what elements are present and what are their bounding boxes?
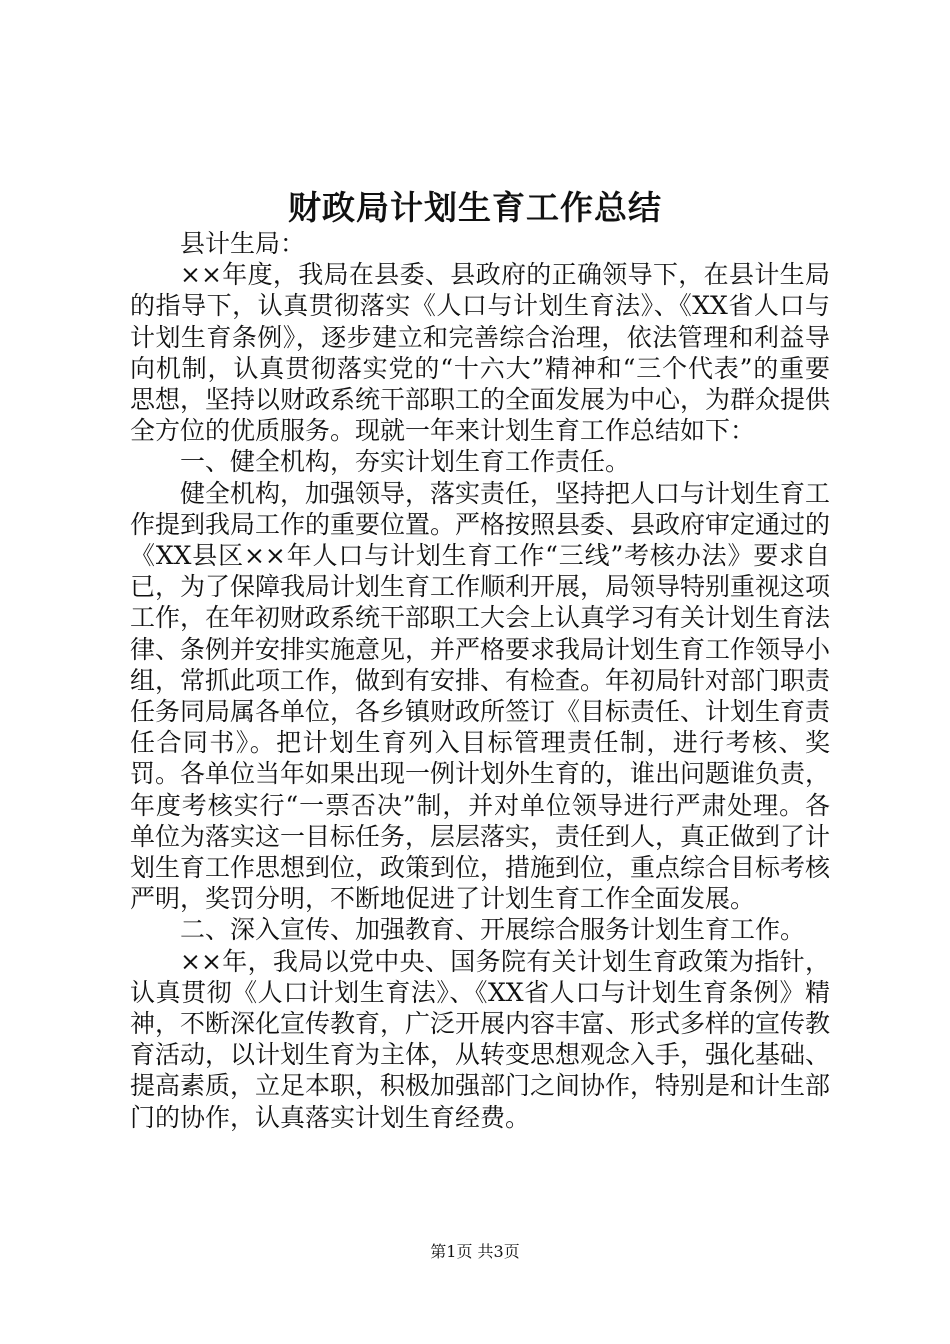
- document-body: [130, 228, 830, 1133]
- document-title: 财政局计划生育工作总结: [288, 188, 662, 227]
- page-number-footer: 第1页 共3页: [430, 1242, 520, 1261]
- section-1-paragraph: 健全机构，加强领导，落实责任，坚持把人口与计划生育工作提到我局工作的重要位置。严格按照县委、县政府审定通过的《XX县区××年人口与计划生育工作“三线”考核办法》要求自已，为了保障我局计划生育工作顺利开展，局领导特别重视这项工作，在年初财政系统干部职工大会上认真学习有关计划生育法律、条例并安排实施意见，并严格要求我局计划生育工作领导小组，常抓此项工作，做到有安排、有检查。年初局针对部门职责任务同局属各单位，各乡镇财政所签订《目标责任、计划生育责任合同书》。把计划生育列入目标管理责任制，进行考核、奖罚。各单位当年如果出现一例计划外生育的，谁出问题谁负责，年度考核实行“一票否决”制，并对单位领导进行严肃处理。各单位为落实这一目标任务，层层落实，责任到人，真正做到了计划生育工作思想到位，政策到位，措施到位，重点综合目标考核严明，奖罚分明，不断地促进了计划生育工作全面发展。: [130, 478, 831, 914]
- salutation: 县计生局：: [180, 229, 306, 258]
- section-heading-2: 二、深入宣传、加强教育、开展综合服务计划生育工作。: [180, 915, 806, 945]
- section-2-paragraph: ××年，我局以党中央、国务院有关计划生育政策为指针，认真贯彻《人口计划生育法》、《XX省人口与计划生育条例》精神，不断深化宣传教育，广泛开展内容丰富、形式多样的宣传教育活动，以计划生育为主体，从转变思想观念入手，强化基础、提高素质，立足本职，积极加强部门之间协作，特别是和计生部门的协作，认真落实计划生育经费。: [130, 946, 831, 1132]
- intro-paragraph: ××年度，我局在县委、县政府的正确领导下，在县计生局的指导下，认真贯彻落实《人口与计划生育法》、《XX省人口与计划生育条例》，逐步建立和完善综合治理，依法管理和利益导向机制，认真贯彻落实党的“十六大”精神和“三个代表”的重要思想，坚持以财政系统干部职工的全面发展为中心，为群众提供全方位的优质服务。现就一年来计划生育工作总结如下：: [130, 260, 831, 446]
- section-heading-1: 一、健全机构，夯实计划生育工作责任。: [180, 447, 631, 477]
